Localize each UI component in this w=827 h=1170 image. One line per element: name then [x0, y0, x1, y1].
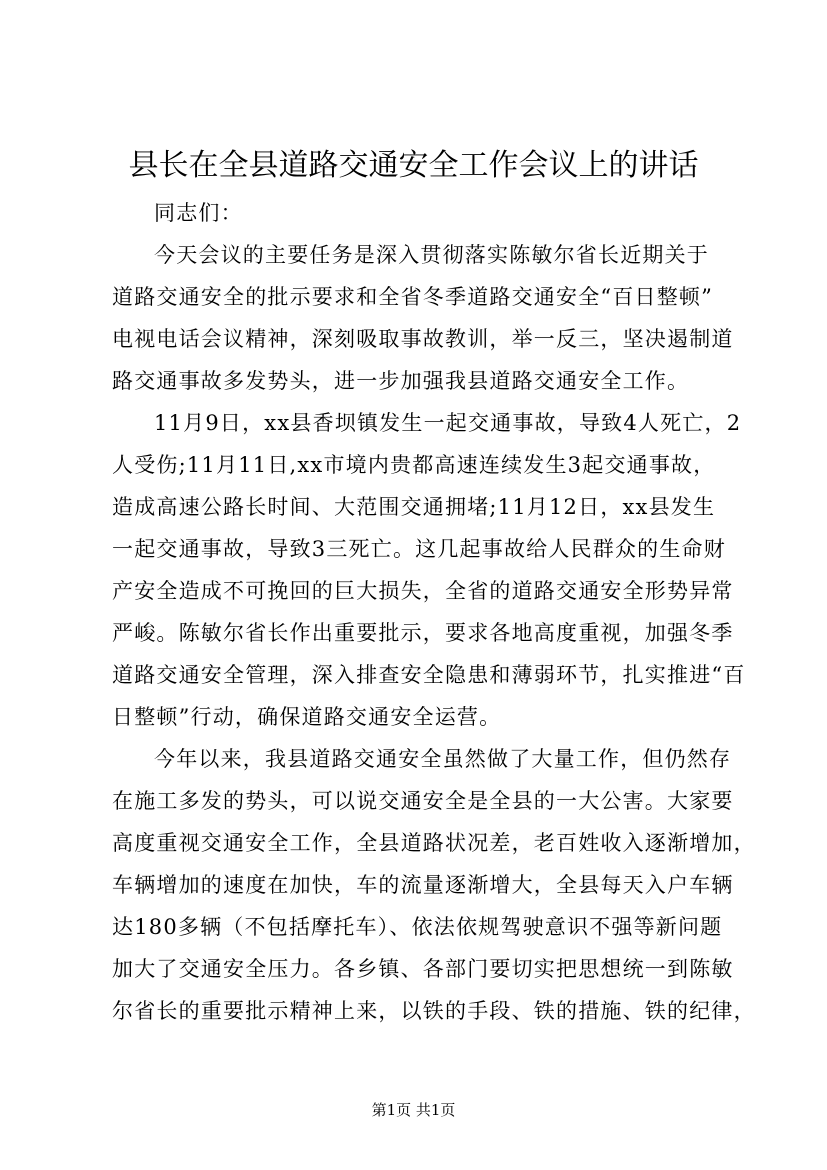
- paragraph-line: 今天会议的主要任务是深入贯彻落实陈敏尔省长近期关于: [154, 243, 709, 267]
- paragraph-line: 日整顿”行动，确保道路交通安全运营。: [112, 705, 502, 729]
- paragraph-line: 一起交通事故，导致3三死亡。这几起事故给人民群众的生命财: [112, 537, 726, 561]
- paragraph-line: 道路交通安全管理，深入排查安全隐患和薄弱环节，扎实推进“百: [112, 663, 746, 687]
- paragraph-line: 今年以来，我县道路交通安全虽然做了大量工作，但仍然存: [154, 747, 732, 771]
- document-title: 县长在全县道路交通安全工作会议上的讲话: [128, 148, 699, 183]
- paragraph-line: 11月9日，xx县香坝镇发生一起交通事故，导致4人死亡，2: [154, 411, 742, 435]
- salutation: 同志们：: [154, 201, 243, 225]
- paragraph-line: 尔省长的重要批示精神上来，以铁的手段、铁的措施、铁的纪律，: [112, 999, 756, 1023]
- paragraph-line: 高度重视交通安全工作，全县道路状况差，老百姓收入逐渐增加，: [112, 831, 756, 855]
- paragraph-line: 达180多辆（不包括摩托车）、依法依规驾驶意识不强等新问题: [112, 915, 723, 939]
- paragraph-line: 电视电话会议精神，深刻吸取事故教训，举一反三，坚决遏制道: [112, 327, 734, 351]
- paragraph-line: 车辆增加的速度在加快，车的流量逐渐增大，全县每天入户车辆: [112, 873, 734, 897]
- paragraph-line: 造成高速公路长时间、大范围交通拥堵;11月12日，xx县发生: [112, 495, 716, 519]
- paragraph-line: 严峻。陈敏尔省长作出重要批示，要求各地高度重视，加强冬季: [112, 621, 734, 645]
- paragraph-line: 产安全造成不可挽回的巨大损失，全省的道路交通安全形势异常: [112, 579, 734, 603]
- page-number-footer: 第1页 共1页: [371, 1101, 456, 1119]
- paragraph-line: 加大了交通安全压力。各乡镇、各部门要切实把思想统一到陈敏: [112, 957, 734, 981]
- paragraph-line: 人受伤;11月11日,xx市境内贵都高速连续发生3起交通事故，: [112, 453, 716, 477]
- paragraph-line: 路交通事故多发势头，进一步加强我县道路交通安全工作。: [112, 369, 690, 393]
- paragraph-line: 在施工多发的势头，可以说交通安全是全县的一大公害。大家要: [112, 789, 734, 813]
- paragraph-line: 道路交通安全的批示要求和全省冬季道路交通安全“百日整顿”: [112, 285, 714, 309]
